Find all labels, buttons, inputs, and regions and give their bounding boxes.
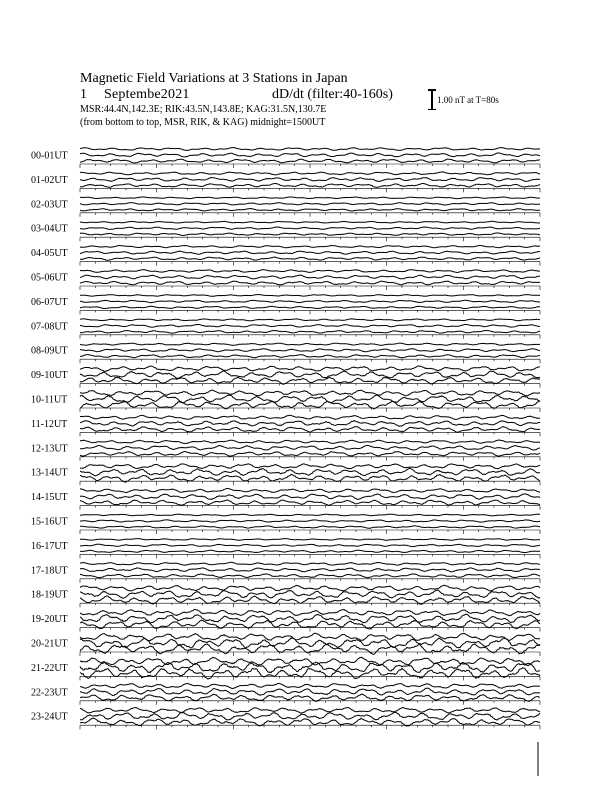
trace-rik xyxy=(80,544,540,546)
trace-kag xyxy=(80,319,540,321)
trace-rik xyxy=(80,300,540,303)
trace-kag xyxy=(80,343,540,345)
trace-kag xyxy=(80,172,540,175)
hour-label: 13-14UT xyxy=(31,467,68,479)
trace-kag xyxy=(80,657,540,665)
trace-kag xyxy=(80,539,540,541)
trace-rik xyxy=(80,227,540,229)
hour-label: 00-01UT xyxy=(31,150,68,162)
station-order-note: (from bottom to top, MSR, RIK, & KAG) midnight=1500UT xyxy=(80,117,326,128)
trace-msr xyxy=(80,330,540,333)
trace-rik xyxy=(80,468,540,475)
trace-kag xyxy=(80,390,540,396)
hour-label: 18-19UT xyxy=(31,589,68,601)
hour-label: 08-09UT xyxy=(31,345,68,357)
hour-label: 03-04UT xyxy=(31,223,68,235)
trace-kag xyxy=(80,514,540,516)
hour-label: 02-03UT xyxy=(31,199,68,211)
date-day: 1 xyxy=(80,87,87,102)
trace-msr xyxy=(80,452,540,457)
trace-rik xyxy=(80,153,540,157)
trace-rik xyxy=(80,520,540,522)
trace-kag xyxy=(80,633,540,640)
hour-label: 23-24UT xyxy=(31,711,68,723)
trace-kag xyxy=(80,683,540,688)
trace-msr xyxy=(80,159,540,163)
trace-msr xyxy=(80,550,540,552)
hour-label: 14-15UT xyxy=(31,492,68,504)
hour-label: 12-13UT xyxy=(31,443,68,455)
trace-rik xyxy=(80,712,540,720)
hour-label: 16-17UT xyxy=(31,540,68,552)
trace-kag xyxy=(80,488,540,492)
trace-rik xyxy=(80,275,540,279)
trace-msr xyxy=(80,257,540,260)
trace-rik xyxy=(80,445,540,450)
date-month-year: Septembe2021 xyxy=(104,87,190,102)
trace-rik xyxy=(80,494,540,500)
trace-kag xyxy=(80,295,540,297)
hour-label: 01-02UT xyxy=(31,174,68,186)
trace-msr xyxy=(80,694,540,701)
hour-label: 15-16UT xyxy=(31,516,68,528)
trace-msr xyxy=(80,427,540,433)
scale-label: 1.00 nT at T=80s xyxy=(437,95,499,105)
trace-msr xyxy=(80,306,540,308)
trace-rik xyxy=(80,568,540,572)
trace-rik xyxy=(80,324,540,327)
trace-kag xyxy=(80,440,540,444)
trace-msr xyxy=(80,474,540,482)
trace-rik xyxy=(80,395,540,403)
trace-kag xyxy=(80,585,540,591)
hour-label: 19-20UT xyxy=(31,614,68,626)
hour-label: 21-22UT xyxy=(31,662,68,674)
trace-msr xyxy=(80,233,540,236)
hour-label: 04-05UT xyxy=(31,248,68,260)
trace-kag xyxy=(80,197,540,199)
trace-msr xyxy=(80,281,540,285)
hour-label: 10-11UT xyxy=(31,394,68,406)
trace-msr xyxy=(80,355,540,358)
trace-kag xyxy=(80,415,540,419)
trace-kag xyxy=(80,464,540,469)
trace-kag xyxy=(80,246,540,248)
trace-msr xyxy=(80,377,540,384)
trace-rik xyxy=(80,590,540,598)
trace-rik xyxy=(80,178,540,182)
trace-kag xyxy=(80,221,540,223)
trace-rik xyxy=(80,203,540,205)
station-coordinates: MSR:44.4N,142.3E; RIK:43.5N,143.8E; KAG:31.5N,130.7E xyxy=(80,104,327,115)
hour-label: 22-23UT xyxy=(31,687,68,699)
trace-kag xyxy=(80,148,540,151)
chart-title: Magnetic Field Variations at 3 Stations in Japan xyxy=(80,71,348,86)
quantity-filter: dD/dt (filter:40-160s) xyxy=(272,87,393,102)
hour-label: 06-07UT xyxy=(31,296,68,308)
hour-label: 11-12UT xyxy=(31,418,68,430)
trace-rik xyxy=(80,421,540,427)
hour-label: 07-08UT xyxy=(31,321,68,333)
trace-kag xyxy=(80,562,540,565)
trace-msr xyxy=(80,183,540,187)
trace-rik xyxy=(80,349,540,352)
trace-kag xyxy=(80,270,540,273)
trace-kag xyxy=(80,708,540,714)
trace-kag xyxy=(80,609,540,615)
hour-label: 09-10UT xyxy=(31,370,68,382)
hour-label: 05-06UT xyxy=(31,272,68,284)
trace-rik xyxy=(80,371,540,378)
hour-label: 20-21UT xyxy=(31,638,68,650)
trace-msr xyxy=(80,500,540,506)
hour-label: 17-18UT xyxy=(31,565,68,577)
trace-msr xyxy=(80,526,540,528)
trace-rik xyxy=(80,251,540,254)
trace-msr xyxy=(80,209,540,212)
trace-msr xyxy=(80,574,540,578)
trace-kag xyxy=(80,366,540,371)
